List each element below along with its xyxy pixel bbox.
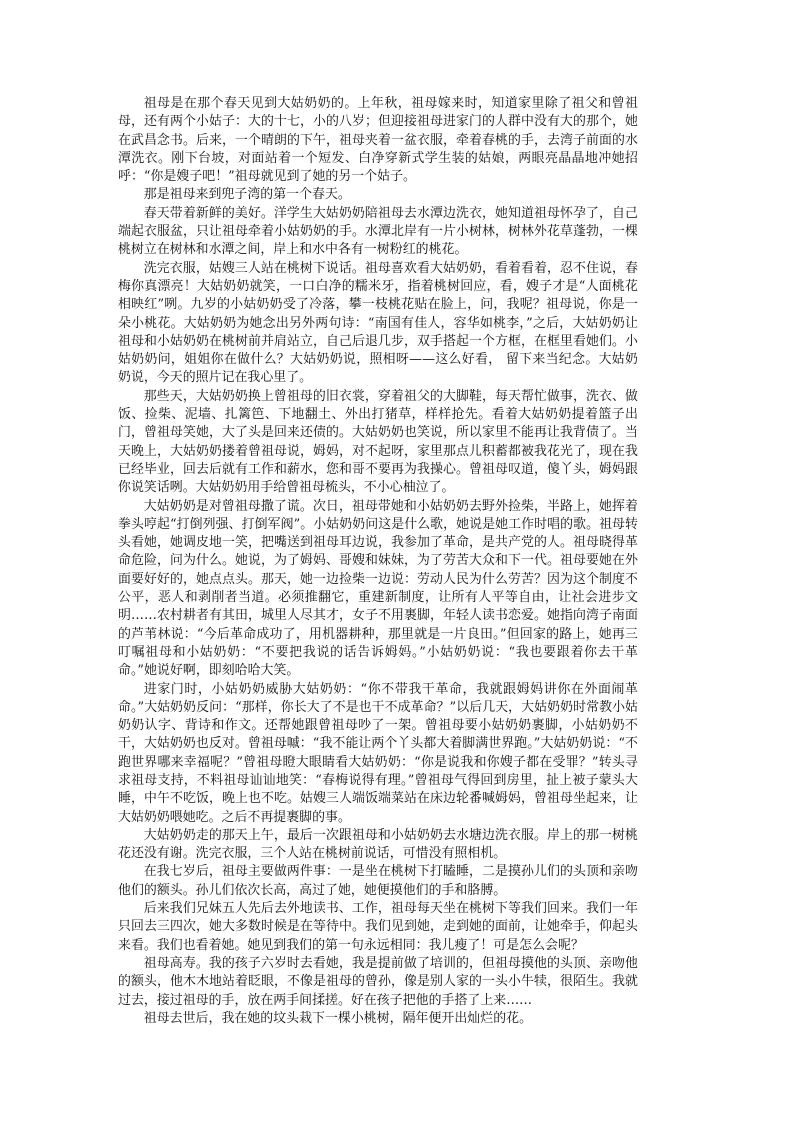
paragraph-11: 祖母高寿。我的孩子六岁时去看她，我是提前做了培训的，但祖母摸他的头顶、亲吻他的额头，他木木地站着眨眼，不像是祖母的曾孙，像是别人家的一头小牛犊，很陌生。我就过去，接过祖母的手，放在两手间揉搓。好在孩子把他的手搭了上来…… <box>118 955 638 1008</box>
paragraph-4: 洗完衣服，姑嫂三人站在桃树下说话。祖母喜欢看大姑奶奶，看着看着，忍不住说，春梅你真漂亮！大姑奶奶就笑，一口白净的糯米牙，指着桃树回应，看，嫂子才是“人面桃花相映红”咧。九岁的小姑奶奶受了冷落，攀一枝桃花贴在脸上，问，我呢？祖母说，你是一朵小桃花。大姑奶奶为她念出另外两句诗：“南国有佳人，容华如桃李，”之后，大姑奶奶让祖母和小姑奶奶在桃树前并肩站立，自己后退几步，双手搭起一个方框，在框里看她们。小姑奶奶问，姐姐你在做什么？大姑奶奶说，照相呀——这么好看， 留下来当纪念。大姑奶奶说，今天的照片记在我心里了。 <box>118 260 638 386</box>
paragraph-10: 后来我们兄妹五人先后去外地读书、工作，祖母每天坐在桃树下等我们回来。我们一年只回去三四次，她大多数时候是在等待中。我们见到她，走到她的面前，让她牵手，仰起头来看。我们也看着她。她见到我们的第一句永远相同：我儿瘦了！可是怎么会呢？ <box>118 901 638 953</box>
paragraph-1: 祖母是在那个春天见到大姑奶奶的。上年秋，祖母嫁来时，知道家里除了祖父和曾祖母，还有两个小姑子：大的十七，小的八岁；但迎接祖母进家门的人群中没有大的那个，她在武昌念书。后来，一个晴朗的下午，祖母夹着一盆衣服，牵着春桃的手，去湾子前面的水潭洗衣。刚下台坡，对面站着一个短发、白净穿新式学生装的姑娘，两眼亮晶晶地冲她招呼：“你是嫂子吧！”祖母就见到了她的另一个姑子。 <box>118 96 638 185</box>
paragraph-6: 大姑奶奶是对曾祖母撒了谎。次日，祖母带她和小姑奶奶去野外捡柴，半路上，她挥着拳头哼起“打倒列强、打倒军阀”。小姑奶奶问这是什么歌，她说是她工作时唱的歌。祖母转头看她，她调皮地一笑，把嘴送到祖母耳边说，我参加了革命，是共产党的人。祖母晓得革命危险，问为什么。她说，为了姆妈、哥嫂和妹妹，为了劳苦大众和下一代。祖母要她在外面要好好的，她点点头。那天，她一边捡柴一边说：劳动人民为什么劳苦？因为这个制度不公平，恶人和剥削者当道。必须推翻它，重建新制度，让所有人平等自由，让社会进步文明……农村耕者有其田，城里人尽其才，女子不用裹脚，年轻人读书恋爱。她指向湾子南面的芦苇林说：“今后革命成功了，用机器耕种，那里就是一片良田。”但回家的路上，她再三叮嘱祖母和小姑奶奶：“不要把我说的话告诉姆妈。”小姑奶奶说：“我也要跟着你去干革命。”她说好啊，即刻哈哈大笑。 <box>118 498 638 679</box>
paragraph-3: 春天带着新鲜的美好。洋学生大姑奶奶陪祖母去水潭边洗衣，她知道祖母怀孕了，自己端起衣服盆，只让祖母牵着小姑奶奶的手。水潭北岸有一片小树林，树林外花草蓬勃，一棵桃树立在树林和水潭之间，岸上和水中各有一树粉红的桃花。 <box>118 205 638 258</box>
paragraph-7: 进家门时，小姑奶奶威胁大姑奶奶：“你不带我干革命，我就跟姆妈讲你在外面闹革命。”大姑奶奶反问：“那样，你长大了不是也干不成革命？”以后几天，大姑奶奶时常教小姑奶奶认字、背诗和作文。还帮她跟曾祖母吵了一架。曾祖母要小姑奶奶裹脚，小姑奶奶不干，大姑奶奶也反对。曾祖母嘁：“我不能让两个丫头都大着脚满世界跑。”大姑奶奶说：“不跑世界哪来幸福呢？”曾祖母瞪大眼睛看大姑奶奶：“你是说我和你嫂子都在受罪？”转头寻求祖母支持，不料祖母讪讪地笑：“春梅说得有理。”曾祖母气得回到房里，扯上被子蒙头大睡，中午不吃饭，晚上也不吃。姑嫂三人端饭端菜站在床边轮番喊姆妈，曾祖母坐起来，让大姑奶奶喂她吃。之后不再提裹脚的事。 <box>118 681 638 825</box>
paragraph-8: 大姑奶奶走的那天上午，最后一次跟祖母和小姑奶奶去水塘边洗衣服。岸上的那一树桃花还没有谢。洗完衣服，三个人站在桃树前说话，可惜没有照相机。 <box>118 827 638 862</box>
paragraph-12: 祖母去世后，我在她的坟头栽下一棵小桃树，隔年便开出灿烂的花。 <box>143 1010 533 1026</box>
paragraph-2: 那是祖母来到兜子湾的第一个春天。 <box>143 187 351 203</box>
paragraph-5: 那些天，大姑奶奶换上曾祖母的旧衣裳，穿着祖父的大脚鞋，每天帮忙做事，洗衣、做饭、捡柴、泥墙、扎篱笆、下地翻土、外出打猪草，样样抢先。看着大姑奶奶提着篮子出门，曾祖母笑她，大了头是回来还债的。大姑奶奶也笑说，所以家里不能再让我背债了。当天晚上，大姑奶奶搂着曾祖母说，姆妈，对不起呀，家里那点儿积蓄都被我花光了，现在我已经毕业，回去后就有工作和薪水，您和哥不要再为我操心。曾祖母叹道，傻丫头，姆妈跟你说笑话咧。大姑奶奶用手给曾祖母梳头，不小心柚泣了。 <box>118 388 638 496</box>
paragraph-9: 在我七岁后，祖母主要做两件事：一是坐在桃树下打瞌睡，二是摸孙儿们的头顶和亲吻他们的额头。孙儿们依次长高，高过了她，她便摸他们的手和胳膊。 <box>118 864 638 898</box>
